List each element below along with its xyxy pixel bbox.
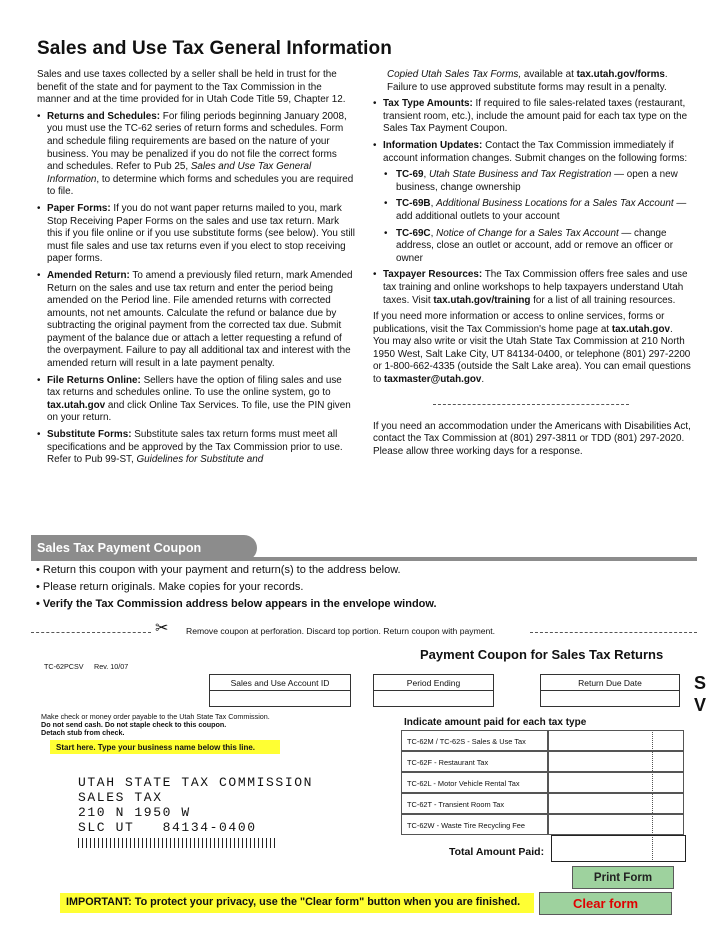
bullet-paper-forms: • Paper Forms: If you do not want paper returns mailed to you, mark Stop Receiving Paper Forms on the sales and use tax return. Mark this if you file online or if you use substitute forms (see below). You still must file sales and use tax returns even if you elect to stop receiving paper forms. (37, 203, 355, 266)
tax-row-restaurant: TC-62F - Restaurant Tax (401, 751, 548, 772)
email-link[interactable]: taxmaster@utah.gov (383, 374, 482, 386)
revision: Rev. 10/07 (94, 662, 129, 671)
postal-barcode (78, 838, 278, 848)
cents-divider (652, 730, 653, 835)
contact-paragraph: If you need more information or access to online services, forms or publications, visit the Tax Commission's home page at tax.utah.gov. You may also write or visit the Utah State Tax Commission at 210 North 1950 West, Salt Lake City, UT 84134-0400, or telephone (801) 297-2200 or 1-800-662-4335 (outside the Salt Lake area). You can email questions to taxmaster@utah.gov. (373, 311, 691, 386)
bullet-substitute: • Substitute Forms: Substitute sales tax return forms must meet all specifications and be approved by the Tax Commission prior to use. Refer to Pub 99-ST, Guidelines for Substitute and (37, 429, 355, 467)
amount-restaurant-field[interactable] (548, 751, 684, 772)
intro-text: Sales and use taxes collected by a seller shall be held in trust for the benefit of the state and for payment to the Tax Commission in the manner and at the time provided for in Utah Code Title 59, Chapter 12. (37, 69, 346, 106)
band-rule (31, 557, 697, 561)
instruction-1: • Return this coupon with your payment and return(s) to the address below. (36, 564, 401, 576)
detach-note: Detach stub from check. (41, 728, 125, 737)
bullet-tax-type: • Tax Type Amounts: If required to file sales-related taxes (restaurant, transient room, etc.), include the amount paid for each tax type on the Sales Tax Payment Coupon. (373, 98, 691, 136)
bullet-info-updates: • Information Updates: Contact the Tax Commission immediately if account information changes. Submit changes on the following forms: • TC-69, Utah State Business and Tax Registration — open a new business, change ownership • TC-69B, Additional Business Locations for a Sales Tax Account — add additional outlets to your account • TC-69C, Notice of Change for a Sales Tax Account — change address, close an outlet or account, add or remove an officer or owner (373, 140, 691, 265)
total-cents-divider (652, 837, 653, 860)
total-amount-field[interactable] (551, 835, 686, 862)
bullet-resources: • Taxpayer Resources: The Tax Commission offers free sales and use tax training and online workshops to help taxpayers understand Utah taxes. Visit tax.utah.gov/training for a list of all training resources. (373, 269, 691, 307)
total-label: Total Amount Paid: (449, 846, 545, 858)
address-line-3: 210 N 1950 W (78, 805, 191, 820)
divider (433, 404, 629, 405)
start-here-label: Start here. Type your business name below this line. (50, 740, 280, 754)
account-id-label: Sales and Use Account ID (209, 674, 351, 691)
indicate-label: Indicate amount paid for each tax type (404, 717, 587, 728)
bullet-amended: • Amended Return: To amend a previously filed return, mark Amended Return on the sales and use tax return and enter the period being amended on the Period line. File amended returns with corrected amounts, not net amounts. Calculate the refund or balance due by subtracting the original payment from the corrected tax due. Submit payment of the balance due or attach a letter requesting a refund of the overpayment. Failure to pay all additional tax and interest with the amended return will result in a late payment penalty. (37, 270, 355, 371)
bullet-online: • File Returns Online: Sellers have the option of filing sales and use tax returns and schedules online. To use the online system, go to tax.utah.gov and click Online Tax Services. To file, use the PIN given on your return. (37, 375, 355, 425)
period-ending-label: Period Ending (373, 674, 494, 691)
sv-marker: S V (694, 673, 707, 715)
return-due-field[interactable] (540, 691, 680, 707)
no-cash-note: Do not send cash. Do not staple check to this coupon. (41, 720, 227, 729)
coupon-heading: Payment Coupon for Sales Tax Returns (420, 647, 664, 662)
tax-row-transient: TC-62T - Transient Room Tax (401, 793, 548, 814)
amount-transient-field[interactable] (548, 793, 684, 814)
instruction-3: • Verify the Tax Commission address below appears in the envelope window. (36, 598, 437, 610)
privacy-notice: IMPORTANT: To protect your privacy, use the "Clear form" button when you are finished. (60, 893, 534, 913)
scissors-icon: ✂ (155, 620, 169, 637)
print-form-button[interactable]: Print Form (572, 866, 674, 889)
perforation-line-right (530, 632, 697, 633)
perforation-text: Remove coupon at perforation. Discard top portion. Return coupon with payment. (186, 626, 496, 636)
left-column (37, 69, 355, 471)
payable-note: Make check or money order payable to the Utah State Tax Commission. (41, 712, 270, 721)
form-id: TC-62PCSV (44, 662, 84, 671)
address-line-4: SLC UT 84134-0400 (78, 820, 257, 835)
right-column (373, 69, 691, 462)
amount-tire-field[interactable] (548, 814, 684, 835)
form-tc69b: • TC-69B, Additional Business Locations for a Sales Tax Account — add additional outlets to your account (373, 198, 691, 223)
ada-paragraph: If you need an accommodation under the Americans with Disabilities Act, contact the Tax Commission at (801) 297-3811 or TDD (801) 297-2020. Please allow three working days for a response. (373, 420, 691, 457)
bullet-returns: • Returns and Schedules: For filing periods beginning January 2008, you must use the TC-62 series of return forms and schedules. Form and schedule filing requirements are based on the nature of your business. You may be penalized if you do not file the correct forms and schedules. Refer to Pub 25, Sales and Use Tax General Information, to determine which forms and schedules you are required to file. (37, 111, 355, 199)
address-line-2: SALES TAX (78, 790, 163, 805)
coupon-band: Sales Tax Payment Coupon (31, 535, 257, 561)
tax-row-tire: TC-62W - Waste Tire Recycling Fee (401, 814, 548, 835)
substitute-continued: Copied Utah Sales Tax Forms, available at tax.utah.gov/forms. Failure to use approved substitute forms may result in a penalty. (387, 69, 668, 93)
home-link[interactable]: tax.utah.gov (611, 323, 670, 335)
address-line-1: UTAH STATE TAX COMMISSION (78, 775, 314, 790)
tax-row-sales: TC-62M / TC-62S - Sales & Use Tax (401, 730, 548, 751)
tax-row-vehicle: TC-62L - Motor Vehicle Rental Tax (401, 772, 548, 793)
form-tc69: • TC-69, Utah State Business and Tax Registration — open a new business, change ownership (373, 169, 691, 194)
forms-link[interactable]: tax.utah.gov/forms (576, 69, 665, 80)
amount-vehicle-field[interactable] (548, 772, 684, 793)
page-title: Sales and Use Tax General Information (37, 38, 392, 59)
training-link[interactable]: tax.utah.gov/training (433, 294, 531, 306)
instruction-2: • Please return originals. Make copies for your records. (36, 581, 304, 593)
tax-utah-link[interactable]: tax.utah.gov (47, 399, 106, 411)
perforation-line-left (31, 632, 151, 633)
period-ending-field[interactable] (373, 691, 494, 707)
form-tc69c: • TC-69C, Notice of Change for a Sales Tax Account — change address, close an outlet or account, add or remove an officer or owner (373, 228, 691, 266)
account-id-field[interactable] (209, 691, 351, 707)
return-due-label: Return Due Date (540, 674, 680, 691)
amount-sales-field[interactable] (548, 730, 684, 751)
clear-form-button[interactable]: Clear form (539, 892, 672, 915)
